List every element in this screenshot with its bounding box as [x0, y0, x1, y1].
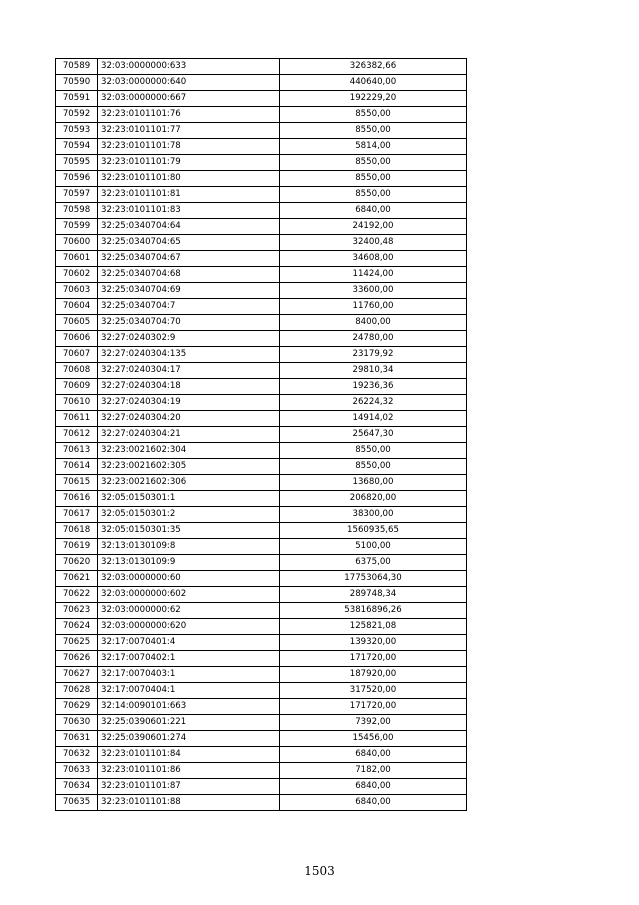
value-cell: 8550,00	[280, 171, 467, 187]
row-number-cell: 70607	[56, 347, 98, 363]
table-row	[56, 251, 467, 267]
row-number-cell: 70599	[56, 219, 98, 235]
value-cell: 289748,34	[280, 587, 467, 603]
row-number-cell: 70612	[56, 427, 98, 443]
row-number-cell: 70634	[56, 779, 98, 795]
table-row	[56, 331, 467, 347]
table-row	[56, 635, 467, 651]
table-row	[56, 299, 467, 315]
value-cell: 32400,48	[280, 235, 467, 251]
cadastral-number-cell: 32:27:0240304:20	[98, 411, 280, 427]
table-row	[56, 555, 467, 571]
cadastral-number-cell: 32:23:0021602:306	[98, 475, 280, 491]
row-number-cell: 70606	[56, 331, 98, 347]
value-cell: 24780,00	[280, 331, 467, 347]
row-number-cell: 70601	[56, 251, 98, 267]
row-number-cell: 70602	[56, 267, 98, 283]
cadastral-number-cell: 32:17:0070402:1	[98, 651, 280, 667]
value-cell: 5814,00	[280, 139, 467, 155]
value-cell: 206820,00	[280, 491, 467, 507]
row-number-cell: 70626	[56, 651, 98, 667]
value-cell: 8550,00	[280, 107, 467, 123]
cadastral-number-cell: 32:05:0150301:2	[98, 507, 280, 523]
table-row	[56, 139, 467, 155]
cadastral-number-cell: 32:25:0340704:65	[98, 235, 280, 251]
cadastral-number-cell: 32:17:0070404:1	[98, 683, 280, 699]
cadastral-number-cell: 32:23:0021602:305	[98, 459, 280, 475]
value-cell: 6840,00	[280, 747, 467, 763]
table-row	[56, 795, 467, 811]
cadastral-value-table	[55, 58, 467, 811]
table-row	[56, 683, 467, 699]
table-row	[56, 731, 467, 747]
value-cell: 25647,30	[280, 427, 467, 443]
row-number-cell: 70633	[56, 763, 98, 779]
value-cell: 8550,00	[280, 443, 467, 459]
value-cell: 7182,00	[280, 763, 467, 779]
row-number-cell: 70630	[56, 715, 98, 731]
cadastral-number-cell: 32:23:0101101:86	[98, 763, 280, 779]
table-row	[56, 459, 467, 475]
row-number-cell: 70608	[56, 363, 98, 379]
value-cell: 24192,00	[280, 219, 467, 235]
cadastral-number-cell: 32:27:0240304:135	[98, 347, 280, 363]
cadastral-number-cell: 32:23:0101101:81	[98, 187, 280, 203]
cadastral-number-cell: 32:25:0340704:67	[98, 251, 280, 267]
table-row	[56, 379, 467, 395]
cadastral-number-cell: 32:27:0240304:18	[98, 379, 280, 395]
table-row	[56, 315, 467, 331]
row-number-cell: 70598	[56, 203, 98, 219]
table-row	[56, 187, 467, 203]
cadastral-number-cell: 32:03:0000000:62	[98, 603, 280, 619]
value-cell: 13680,00	[280, 475, 467, 491]
value-cell: 17753064,30	[280, 571, 467, 587]
cadastral-number-cell: 32:27:0240304:17	[98, 363, 280, 379]
table-row	[56, 235, 467, 251]
cadastral-number-cell: 32:25:0340704:70	[98, 315, 280, 331]
table-row	[56, 523, 467, 539]
row-number-cell: 70604	[56, 299, 98, 315]
row-number-cell: 70589	[56, 59, 98, 75]
row-number-cell: 70627	[56, 667, 98, 683]
table-row	[56, 59, 467, 75]
table-row	[56, 155, 467, 171]
table-row	[56, 539, 467, 555]
table-body	[56, 59, 467, 811]
value-cell: 23179,92	[280, 347, 467, 363]
table-row	[56, 123, 467, 139]
cadastral-number-cell: 32:25:0340704:64	[98, 219, 280, 235]
table-row	[56, 267, 467, 283]
cadastral-number-cell: 32:25:0390601:221	[98, 715, 280, 731]
cadastral-number-cell: 32:03:0000000:60	[98, 571, 280, 587]
row-number-cell: 70635	[56, 795, 98, 811]
row-number-cell: 70595	[56, 155, 98, 171]
value-cell: 8400,00	[280, 315, 467, 331]
cadastral-number-cell: 32:23:0101101:80	[98, 171, 280, 187]
row-number-cell: 70600	[56, 235, 98, 251]
value-cell: 6375,00	[280, 555, 467, 571]
value-cell: 7392,00	[280, 715, 467, 731]
table-row	[56, 715, 467, 731]
cadastral-number-cell: 32:23:0101101:78	[98, 139, 280, 155]
row-number-cell: 70628	[56, 683, 98, 699]
value-cell: 14914,02	[280, 411, 467, 427]
value-cell: 326382,66	[280, 59, 467, 75]
table-row	[56, 667, 467, 683]
value-cell: 6840,00	[280, 203, 467, 219]
value-cell: 8550,00	[280, 123, 467, 139]
cadastral-number-cell: 32:23:0101101:76	[98, 107, 280, 123]
row-number-cell: 70623	[56, 603, 98, 619]
table-row	[56, 587, 467, 603]
table-row	[56, 763, 467, 779]
table-row	[56, 91, 467, 107]
value-cell: 187920,00	[280, 667, 467, 683]
table-row	[56, 507, 467, 523]
row-number-cell: 70609	[56, 379, 98, 395]
value-cell: 53816896,26	[280, 603, 467, 619]
cadastral-number-cell: 32:25:0340704:69	[98, 283, 280, 299]
row-number-cell: 70624	[56, 619, 98, 635]
row-number-cell: 70625	[56, 635, 98, 651]
row-number-cell: 70619	[56, 539, 98, 555]
table-row	[56, 363, 467, 379]
value-cell: 5100,00	[280, 539, 467, 555]
table-row	[56, 75, 467, 91]
cadastral-number-cell: 32:23:0101101:83	[98, 203, 280, 219]
cadastral-number-cell: 32:23:0101101:79	[98, 155, 280, 171]
row-number-cell: 70617	[56, 507, 98, 523]
table-row	[56, 619, 467, 635]
row-number-cell: 70591	[56, 91, 98, 107]
cadastral-number-cell: 32:23:0101101:87	[98, 779, 280, 795]
value-cell: 440640,00	[280, 75, 467, 91]
table-row	[56, 475, 467, 491]
value-cell: 11760,00	[280, 299, 467, 315]
value-cell: 29810,34	[280, 363, 467, 379]
row-number-cell: 70614	[56, 459, 98, 475]
row-number-cell: 70632	[56, 747, 98, 763]
row-number-cell: 70593	[56, 123, 98, 139]
cadastral-number-cell: 32:23:0021602:304	[98, 443, 280, 459]
cadastral-number-cell: 32:03:0000000:633	[98, 59, 280, 75]
value-cell: 171720,00	[280, 699, 467, 715]
table-row	[56, 747, 467, 763]
value-cell: 139320,00	[280, 635, 467, 651]
value-cell: 15456,00	[280, 731, 467, 747]
table-row	[56, 219, 467, 235]
cadastral-number-cell: 32:23:0101101:88	[98, 795, 280, 811]
cadastral-number-cell: 32:03:0000000:602	[98, 587, 280, 603]
row-number-cell: 70631	[56, 731, 98, 747]
value-cell: 6840,00	[280, 779, 467, 795]
row-number-cell: 70592	[56, 107, 98, 123]
row-number-cell: 70611	[56, 411, 98, 427]
value-cell: 26224,32	[280, 395, 467, 411]
row-number-cell: 70620	[56, 555, 98, 571]
cadastral-number-cell: 32:14:0090101:663	[98, 699, 280, 715]
value-cell: 125821,08	[280, 619, 467, 635]
table-row	[56, 107, 467, 123]
value-cell: 33600,00	[280, 283, 467, 299]
cadastral-number-cell: 32:05:0150301:35	[98, 523, 280, 539]
table-row	[56, 347, 467, 363]
page-number: 1503	[304, 864, 335, 878]
row-number-cell: 70618	[56, 523, 98, 539]
table-row	[56, 443, 467, 459]
cadastral-number-cell: 32:23:0101101:84	[98, 747, 280, 763]
table-row	[56, 171, 467, 187]
table-row	[56, 427, 467, 443]
table-row	[56, 395, 467, 411]
cadastral-number-cell: 32:17:0070403:1	[98, 667, 280, 683]
table-row	[56, 571, 467, 587]
value-cell: 38300,00	[280, 507, 467, 523]
row-number-cell: 70594	[56, 139, 98, 155]
row-number-cell: 70622	[56, 587, 98, 603]
cadastral-number-cell: 32:27:0240304:21	[98, 427, 280, 443]
row-number-cell: 70613	[56, 443, 98, 459]
table-row	[56, 603, 467, 619]
table-row	[56, 779, 467, 795]
value-cell: 1560935,65	[280, 523, 467, 539]
row-number-cell: 70610	[56, 395, 98, 411]
cadastral-number-cell: 32:23:0101101:77	[98, 123, 280, 139]
table-row	[56, 283, 467, 299]
cadastral-number-cell: 32:05:0150301:1	[98, 491, 280, 507]
cadastral-number-cell: 32:27:0240304:19	[98, 395, 280, 411]
value-cell: 192229,20	[280, 91, 467, 107]
row-number-cell: 70596	[56, 171, 98, 187]
table-row	[56, 411, 467, 427]
value-cell: 171720,00	[280, 651, 467, 667]
cadastral-number-cell: 32:13:0130109:8	[98, 539, 280, 555]
cadastral-number-cell: 32:25:0340704:68	[98, 267, 280, 283]
value-cell: 6840,00	[280, 795, 467, 811]
row-number-cell: 70621	[56, 571, 98, 587]
row-number-cell: 70605	[56, 315, 98, 331]
cadastral-number-cell: 32:25:0340704:7	[98, 299, 280, 315]
table-row	[56, 491, 467, 507]
value-cell: 8550,00	[280, 155, 467, 171]
value-cell: 19236,36	[280, 379, 467, 395]
table-row	[56, 699, 467, 715]
cadastral-number-cell: 32:17:0070401:4	[98, 635, 280, 651]
table-row	[56, 203, 467, 219]
cadastral-number-cell: 32:03:0000000:620	[98, 619, 280, 635]
value-cell: 11424,00	[280, 267, 467, 283]
row-number-cell: 70615	[56, 475, 98, 491]
cadastral-number-cell: 32:27:0240302:9	[98, 331, 280, 347]
row-number-cell: 70597	[56, 187, 98, 203]
value-cell: 8550,00	[280, 187, 467, 203]
value-cell: 34608,00	[280, 251, 467, 267]
cadastral-number-cell: 32:25:0390601:274	[98, 731, 280, 747]
row-number-cell: 70629	[56, 699, 98, 715]
cadastral-number-cell: 32:13:0130109:9	[98, 555, 280, 571]
row-number-cell: 70616	[56, 491, 98, 507]
value-cell: 8550,00	[280, 459, 467, 475]
row-number-cell: 70603	[56, 283, 98, 299]
cadastral-number-cell: 32:03:0000000:667	[98, 91, 280, 107]
row-number-cell: 70590	[56, 75, 98, 91]
table-row	[56, 651, 467, 667]
value-cell: 317520,00	[280, 683, 467, 699]
cadastral-number-cell: 32:03:0000000:640	[98, 75, 280, 91]
